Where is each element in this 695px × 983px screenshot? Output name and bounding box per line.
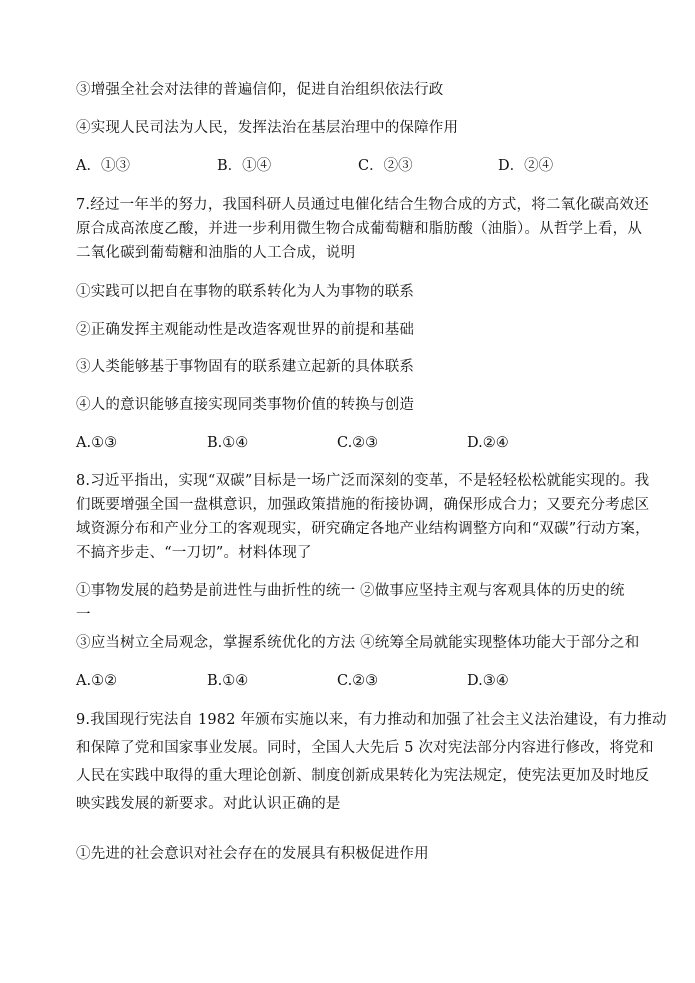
q8-options — [76, 671, 636, 691]
q6-options — [76, 156, 636, 176]
q6-item-4: ④实现人民司法为人民，发挥法治在基层治理中的保障作用 — [76, 120, 459, 136]
q6-option-d: D．②④ — [498, 158, 554, 174]
q8-items-line-1-wrap: 一 — [76, 607, 91, 623]
q8-option-c: C.②③ — [337, 673, 379, 689]
q8-items-line-1: ①事物发展的趋势是前进性与曲折性的统一 ②做事应坚持主观与客观具体的历史的统 — [76, 583, 625, 599]
q7-item-2: ②正确发挥主观能动性是改造客观世界的前提和基础 — [76, 322, 415, 338]
q7-option-b: B.①④ — [207, 435, 249, 451]
q7-stem-line-2: 原合成高浓度乙酸，并进一步利用微生物合成葡萄糖和脂肪酸（油脂）。从哲学上看，从 — [76, 221, 643, 237]
q9-stem-line-4: 映实践发展的新要求。对此认识正确的是 — [76, 796, 341, 812]
q7-stem-line-3: 二氧化碳到葡萄糖和油脂的人工合成，说明 — [76, 245, 356, 261]
q8-option-b: B.①④ — [207, 673, 249, 689]
q6-option-c: C．②③ — [358, 158, 413, 174]
q7-option-c: C.②③ — [337, 435, 379, 451]
q9-stem-line-2: 和保障了党和国家事业发展。同时，全国人大先后 5 次对宪法部分内容进行修改，将党和 — [76, 740, 654, 756]
q9-stem-line-3: 人民在实践中取得的重大理论创新、制度创新成果转化为宪法规定，使宪法更加及时地反 — [76, 768, 650, 784]
q7-stem-line-1: 7.经过一年半的努力，我国科研人员通过电催化结合生物合成的方式，将二氧化碳高效还 — [76, 197, 649, 213]
q9-stem-line-1: 9.我国现行宪法自 1982 年颁布实施以来，有力推动和加强了社会主义法治建设，有力推动 — [76, 712, 667, 728]
q7-option-d: D.②④ — [467, 435, 509, 451]
q8-stem-line-4: 不搞齐步走、“一刀切”。材料体现了 — [76, 545, 312, 561]
q7-option-a: A.①③ — [76, 435, 118, 451]
q8-option-a: A.①② — [76, 673, 118, 689]
q8-option-d: D.③④ — [467, 673, 509, 689]
q8-stem-line-3: 域资源分布和产业分工的客观现实，研究确定各地产业结构调整方向和“双碳”行动方案， — [76, 521, 650, 537]
q8-stem-line-2: 们既要增强全国一盘棋意识，加强政策措施的衔接协调，确保形成合力；又要充分考虑区 — [76, 497, 650, 513]
q8-items-line-2: ③应当树立全局观念，掌握系统优化的方法 ④统筹全局就能实现整体功能大于部分之和 — [76, 635, 640, 651]
q7-item-3: ③人类能够基于事物固有的联系建立起新的具体联系 — [76, 359, 415, 375]
q7-item-4: ④人的意识能够直接实现同类事物价值的转换与创造 — [76, 397, 415, 413]
q9-item-1: ①先进的社会意识对社会存在的发展具有积极促进作用 — [76, 846, 429, 862]
q6-item-3: ③增强全社会对法律的普遍信仰，促进自治组织依法行政 — [76, 82, 444, 98]
q7-options — [76, 433, 636, 453]
q7-item-1: ①实践可以把自在事物的联系转化为人为事物的联系 — [76, 284, 415, 300]
q6-option-a: A．①③ — [76, 158, 130, 174]
q8-stem-line-1: 8.习近平指出，实现“双碳”目标是一场广泛而深刻的变革，不是轻轻松松就能实现的。我 — [76, 473, 650, 489]
q6-option-b: B．①④ — [217, 158, 272, 174]
